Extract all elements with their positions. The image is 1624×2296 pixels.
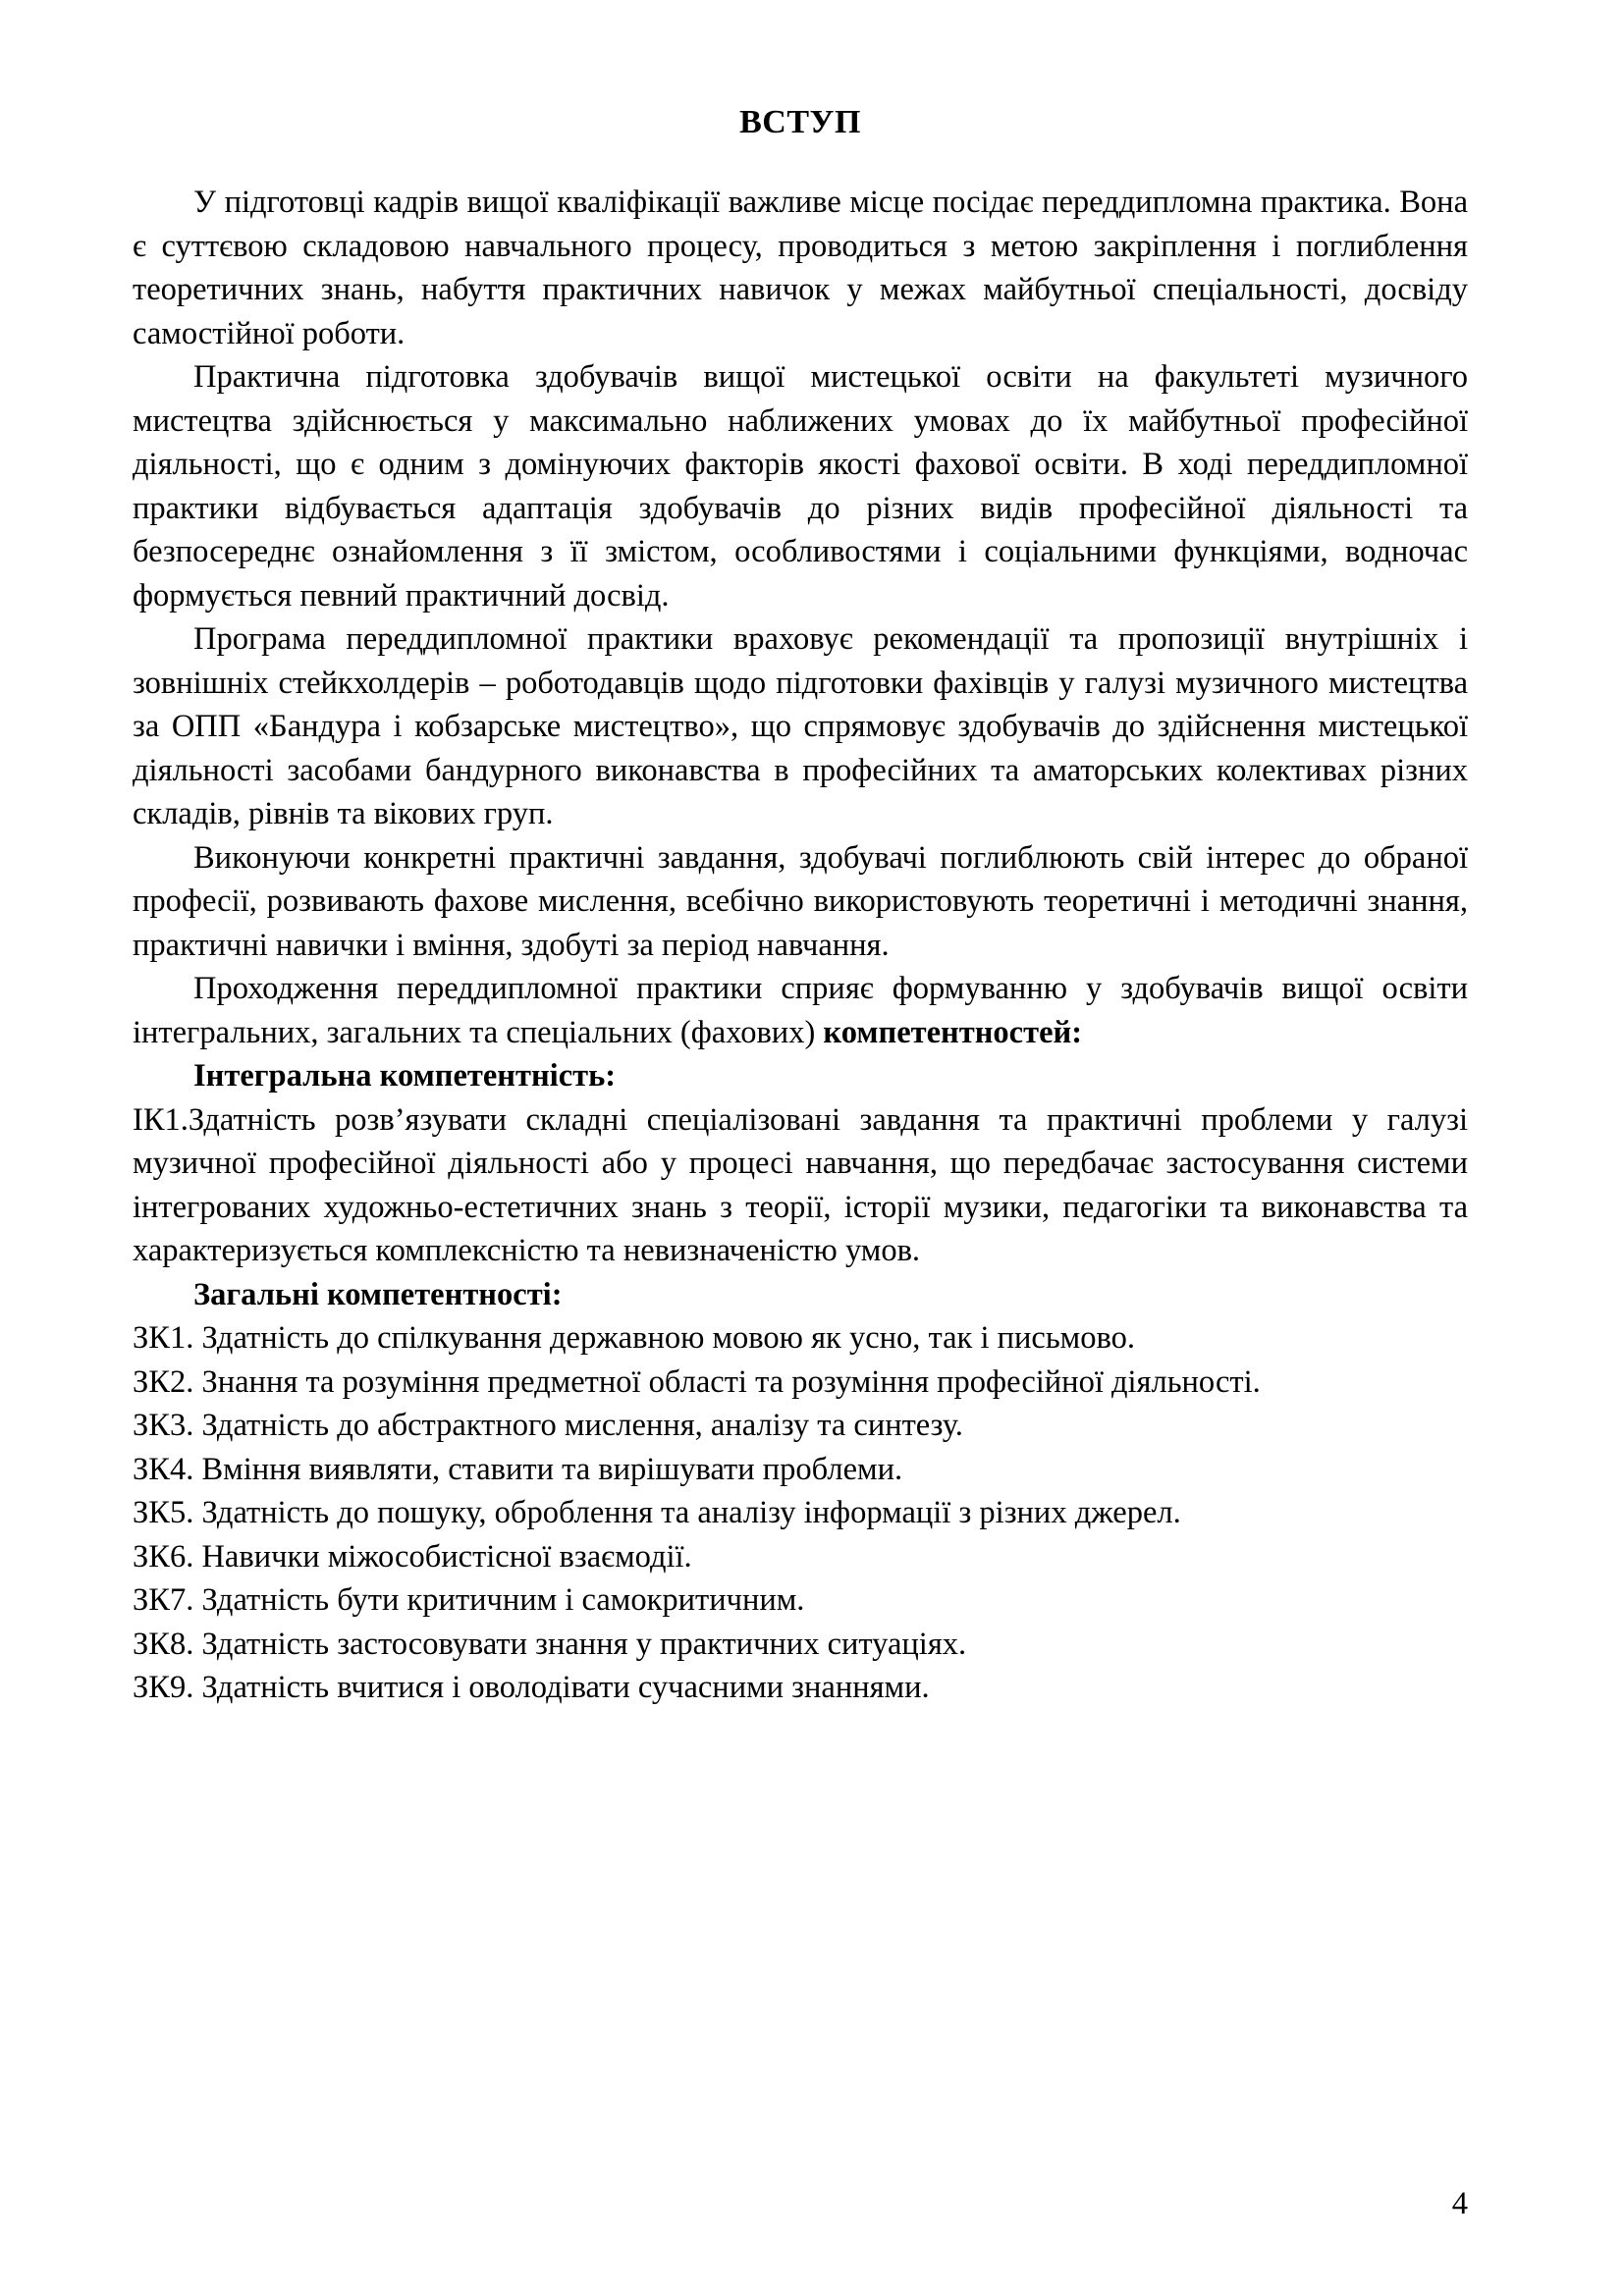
list-item: ЗК5. Здатність до пошуку, оброблення та аналізу інформації з різних джерел. [133, 1495, 1181, 1531]
paragraph-intro-2: Практична підготовка здобувачів вищої мистецької освіти на факультеті музичного мистецтва здійснюється у максимально наближених умовах до їх майбутньої професійної діяльності, що є одним з домінуючих факторів якості фахової освіти. В ході переддипломної практики відбувається адаптація здобувачів до різних видів професійної діяльності та безпосереднє ознайомлення з її змістом, особливостями і соціальними функціями, водночас формується певний практичний досвід. [133, 359, 1468, 614]
heading-integral-competence: Інтегральна компетентність: [193, 1058, 617, 1095]
competence-intro-bold-tail: компетентностей: [823, 1014, 1083, 1050]
list-item: ЗК4. Вміння виявляти, ставити та вирішувати проблеми. [133, 1451, 903, 1487]
list-item: ЗК3. Здатність до абстрактного мислення, аналізу та синтезу. [133, 1408, 963, 1444]
integral-competence-text: ІК1.Здатність розв’язувати складні спеціалізовані завдання та практичні проблеми у галузі музичної професійної діяльності або у процесі навчання, що передбачає застосування системи інтегрованих художньо-естетичних знань з теорії, історії музики, педагогіки та виконавства та характеризується комплексністю та невизначеністю умов. [133, 1101, 1468, 1269]
page-number: 4 [1451, 2185, 1468, 2221]
list-item: ЗК7. Здатність бути критичним і самокритичним. [133, 1582, 805, 1619]
competence-intro-lead: Проходження переддипломної практики сприяє формуванню у здобувачів вищої освіти інтегральних, загальних та спеціальних (фахових) [133, 971, 1468, 1050]
list-item: ЗК2. Знання та розуміння предметної області та розуміння професійної діяльності. [133, 1363, 1261, 1400]
list-item: ЗК1. Здатність до спілкування державною мовою як усно, так і письмово. [133, 1320, 1135, 1357]
paragraph-competence-intro [133, 967, 1468, 1054]
paragraph-intro-3: Програма переддипломної практики враховує рекомендації та пропозиції внутрішніх і зовнішніх стейкхолдерів – роботодавців щодо підготовки фахівців у галузі музичного мистецтва за ОПП «Бандура і кобзарське мистецтво», що спрямовує здобувачів до здійснення мистецької діяльності засобами бандурного виконавства в професійних та аматорських колективах різних складів, рівнів та вікових груп. [133, 621, 1468, 832]
paragraph-intro-1: У підготовці кадрів вищої кваліфікації важливе місце посідає переддипломна практика. Вона є суттєвою складовою навчального процесу, проводиться з метою закріплення і поглиблення теоретичних знань, набуття практичних навичок у межах майбутньої спеціальності, досвіду самостійної роботи. [133, 185, 1468, 351]
page-title: ВСТУП [739, 104, 861, 140]
heading-general-competences: Загальні компетентності: [193, 1276, 563, 1312]
paragraph-intro-4: Виконуючи конкретні практичні завдання, здобувачі поглиблюють свій інтерес до обраної професії, розвивають фахове мислення, всебічно використовують теоретичні і методичні знання, практичні навички і вміння, здобуті за період навчання. [133, 839, 1468, 963]
list-item: ЗК8. Здатність застосовувати знання у практичних ситуаціях. [133, 1626, 967, 1662]
list-item: ЗК9. Здатність вчитися і оволодівати сучасними знаннями. [133, 1670, 930, 1706]
list-item: ЗК6. Навички міжособистісної взаємодії. [133, 1538, 692, 1575]
